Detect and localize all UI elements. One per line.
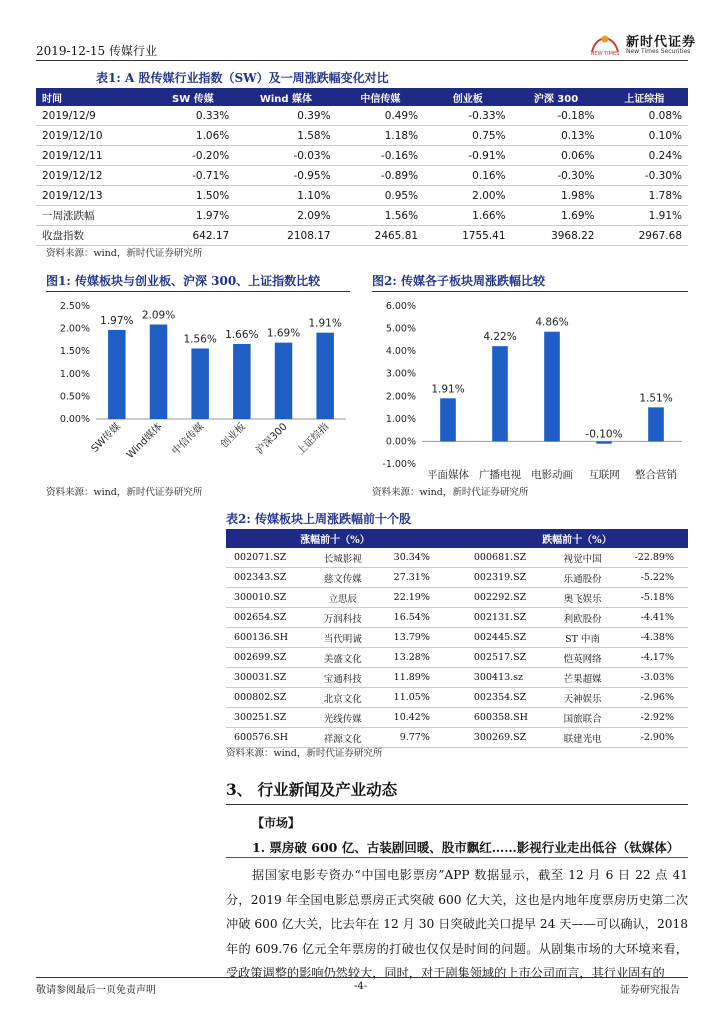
table-row (226, 708, 688, 728)
value-cell: 2967.68 (600, 226, 688, 246)
bar (150, 325, 168, 419)
stock-name: 祥源文化 (313, 728, 373, 748)
x-tick-label: Wind媒体 (124, 421, 165, 462)
row-label-cell: 2019/12/9 (36, 106, 150, 126)
x-tick-label: 广播电视 (479, 469, 521, 481)
table-row (226, 668, 688, 688)
x-tick-label: 沪深300 (254, 421, 290, 457)
value-cell: 2.00% (424, 186, 511, 206)
footer-disclaimer: 敬请参阅最后一页免责声明 (36, 985, 156, 996)
column-gap (444, 548, 466, 568)
x-tick-label: 上证综指 (295, 421, 332, 458)
value-cell: 1.91% (600, 206, 688, 226)
change-pct: 13.28% (373, 648, 444, 668)
value-cell: 1.10% (235, 186, 336, 206)
news-title: 1. 票房破 600 亿、古装剧回暖、股市飘红……影视行业走出低谷（钛媒体） (252, 840, 680, 855)
stock-name: 立思辰 (313, 588, 373, 608)
stock-name: 联建光电 (552, 728, 612, 748)
value-cell: 0.49% (337, 106, 424, 126)
column-gap (444, 628, 466, 648)
company-logo (588, 30, 698, 60)
x-tick-label: 创业板 (218, 421, 248, 451)
y-tick-label: 0.00% (59, 414, 90, 425)
change-pct: -5.22% (613, 568, 688, 588)
stock-code: 002354.SZ (466, 688, 553, 708)
data-label: 1.56% (183, 333, 217, 346)
value-cell: 0.06% (512, 146, 601, 166)
column-gap (444, 708, 466, 728)
bar (648, 407, 664, 441)
data-label: 2.09% (141, 309, 176, 322)
value-cell: -0.30% (600, 166, 688, 186)
gainers-header: 涨幅前十（%） (226, 529, 444, 548)
y-tick-label: 2.50% (59, 301, 90, 312)
stock-code: 002517.SZ (466, 648, 553, 668)
value-cell: 1.69% (512, 206, 601, 226)
table-row (36, 226, 688, 246)
y-tick-label: 2.00% (59, 323, 90, 335)
logo-text-en: New Times Securities (626, 48, 691, 55)
value-cell: 1.58% (235, 126, 336, 146)
stock-name: 宝通科技 (313, 668, 373, 688)
change-pct: 27.31% (373, 568, 444, 588)
value-cell: 1.97% (150, 206, 235, 226)
chart1-title: 图1: 传媒板块与创业板、沪深 300、上证指数比较 (46, 274, 321, 288)
stock-code: 600358.SH (466, 708, 553, 728)
y-tick-label: 1.50% (59, 346, 90, 358)
change-pct: -5.18% (613, 588, 688, 608)
stock-name: 奥飞娱乐 (552, 588, 612, 608)
stock-name: 视觉中国 (552, 548, 612, 568)
stock-name: 天神娱乐 (552, 688, 612, 708)
chart2-title: 图2: 传媒各子板块周涨跌幅比较 (372, 274, 545, 288)
stock-code: 300031.SZ (226, 668, 313, 688)
value-cell: 1.50% (150, 186, 235, 206)
table-row (36, 146, 688, 166)
page-number: -4- (354, 981, 368, 992)
table-row (226, 608, 688, 628)
data-label: 1.51% (639, 392, 673, 405)
stock-code: 002654.SZ (226, 608, 313, 628)
value-cell: -0.30% (512, 166, 601, 186)
stock-code: 300010.SZ (226, 588, 313, 608)
value-cell: 642.17 (150, 226, 235, 246)
value-cell: 1.06% (150, 126, 235, 146)
table2-source: 资料来源：wind，新时代证券研究所 (226, 748, 383, 759)
value-cell: -0.20% (150, 146, 235, 166)
table1-header-cell: 时间 (36, 88, 150, 106)
value-cell: 0.75% (424, 126, 511, 146)
change-pct: -2.92% (613, 708, 688, 728)
table1-header-cell: SW 传媒 (150, 88, 235, 106)
stock-code: 002071.SZ (226, 548, 313, 568)
chart1-bar-chart (46, 294, 356, 474)
stock-code: 300251.SZ (226, 708, 313, 728)
stock-name: 美盛文化 (313, 648, 373, 668)
row-label-cell: 2019/12/13 (36, 186, 150, 206)
index-comparison-table (36, 88, 688, 246)
column-gap (444, 568, 466, 588)
change-pct: 30.34% (373, 548, 444, 568)
stock-name: 慈文传媒 (313, 568, 373, 588)
value-cell: -0.33% (424, 106, 511, 126)
bar (191, 348, 209, 419)
stock-code: 300269.SZ (466, 728, 553, 748)
stock-name: 恺英网络 (552, 648, 612, 668)
table2-caption: 表2: 传媒板块上周涨跌幅前十个股 (226, 512, 411, 526)
section-rule (226, 804, 688, 805)
x-tick-label: 中信传媒 (170, 421, 207, 458)
y-tick-label: 1.00% (59, 368, 90, 380)
change-pct: 11.05% (373, 688, 444, 708)
stock-name: 北京文化 (313, 688, 373, 708)
stock-name: 长城影视 (313, 548, 373, 568)
data-label: 1.97% (100, 314, 134, 327)
change-pct: -4.38% (613, 628, 688, 648)
value-cell: 1.18% (337, 126, 424, 146)
table-row (226, 588, 688, 608)
stock-code: 002445.SZ (466, 628, 553, 648)
table1-header-cell: 上证综指 (600, 88, 688, 106)
table-row (226, 688, 688, 708)
row-label-cell: 2019/12/10 (36, 126, 150, 146)
stock-name: ST 中南 (552, 628, 612, 648)
value-cell: 0.33% (150, 106, 235, 126)
value-cell: 2.09% (235, 206, 336, 226)
stock-name: 光线传媒 (313, 708, 373, 728)
change-pct: -4.17% (613, 648, 688, 668)
column-gap (444, 608, 466, 628)
table-row (226, 648, 688, 668)
table-row (36, 186, 688, 206)
value-cell: 0.24% (600, 146, 688, 166)
column-gap (444, 668, 466, 688)
table1-source: 资料来源：wind，新时代证券研究所 (46, 248, 203, 259)
y-tick-label: 4.00% (385, 346, 416, 358)
y-tick-label: 5.00% (385, 323, 416, 335)
value-cell: 3968.22 (512, 226, 601, 246)
news-title-rule (226, 857, 688, 858)
x-tick-label: 互联网 (588, 469, 620, 481)
stock-code: 002699.SZ (226, 648, 313, 668)
change-pct: 13.79% (373, 628, 444, 648)
row-label-cell: 2019/12/11 (36, 146, 150, 166)
change-pct: -2.96% (613, 688, 688, 708)
y-tick-label: 3.00% (385, 368, 416, 380)
footer-rule (36, 977, 688, 978)
table-row (36, 166, 688, 186)
data-label: 1.69% (266, 327, 301, 340)
svg-text:NEW TIMES: NEW TIMES (590, 51, 620, 57)
value-cell: 2108.17 (235, 226, 336, 246)
change-pct: 11.89% (373, 668, 444, 688)
table-row (36, 206, 688, 226)
column-gap (444, 728, 466, 748)
stock-name: 国旅联合 (552, 708, 612, 728)
value-cell: -0.89% (337, 166, 424, 186)
chart2-source: 资料来源：wind，新时代证券研究所 (372, 487, 529, 498)
row-label-cell: 一周涨跌幅 (36, 206, 150, 226)
stock-name: 乐通股份 (552, 568, 612, 588)
data-label: 1.91% (308, 317, 342, 330)
table1-header-cell: 中信传媒 (337, 88, 424, 106)
stock-code: 002131.SZ (466, 608, 553, 628)
column-gap (444, 648, 466, 668)
value-cell: 0.08% (600, 106, 688, 126)
change-pct: 9.77% (373, 728, 444, 748)
header-date-industry: 2019-12-15 传媒行业 (36, 44, 158, 58)
value-cell: 1.98% (512, 186, 601, 206)
column-gap (444, 688, 466, 708)
value-cell: 0.13% (512, 126, 601, 146)
stock-code: 002343.SZ (226, 568, 313, 588)
change-pct: 10.42% (373, 708, 444, 728)
value-cell: -0.18% (512, 106, 601, 126)
data-label: 4.22% (483, 331, 517, 344)
row-label-cell: 2019/12/12 (36, 166, 150, 186)
stock-name: 利欧股份 (552, 608, 612, 628)
chart1-title-rule (46, 291, 350, 292)
change-pct: -4.41% (613, 608, 688, 628)
change-pct: -22.89% (613, 548, 688, 568)
bar (440, 398, 456, 441)
value-cell: 1.56% (337, 206, 424, 226)
value-cell: -0.03% (235, 146, 336, 166)
table1-header-cell: Wind 媒体 (235, 88, 336, 106)
logo-text-cn: 新时代证券 (626, 35, 697, 50)
stock-code: 600136.SH (226, 628, 313, 648)
x-tick-label: SW传媒 (89, 421, 123, 455)
value-cell: 0.95% (337, 186, 424, 206)
data-label: -0.10% (585, 428, 623, 441)
losers-header: 跌幅前十（%） (466, 529, 688, 548)
footer-report-type: 证券研究报告 (620, 985, 680, 996)
stock-name: 当代明诚 (313, 628, 373, 648)
top-movers-table (226, 529, 688, 748)
stock-name: 万润科技 (313, 608, 373, 628)
value-cell: 0.39% (235, 106, 336, 126)
value-cell: 1755.41 (424, 226, 511, 246)
bar (108, 330, 126, 419)
data-label: 4.86% (535, 316, 569, 329)
value-cell: 2465.81 (337, 226, 424, 246)
bar (233, 344, 251, 419)
change-pct: -3.03% (613, 668, 688, 688)
chart2-title-rule (372, 291, 688, 292)
x-tick-label: 电影动画 (531, 469, 573, 481)
bar (316, 333, 334, 419)
table-row (36, 106, 688, 126)
data-label: 1.66% (225, 328, 259, 341)
stock-code: 000802.SZ (226, 688, 313, 708)
x-tick-label: 整合营销 (635, 469, 677, 481)
table-row (226, 548, 688, 568)
y-tick-label: 0.00% (385, 436, 416, 448)
value-cell: -0.95% (235, 166, 336, 186)
value-cell: -0.16% (337, 146, 424, 166)
change-pct: 16.54% (373, 608, 444, 628)
change-pct: -2.90% (613, 728, 688, 748)
change-pct: 22.19% (373, 588, 444, 608)
stock-code: 600576.SH (226, 728, 313, 748)
bar (492, 346, 508, 441)
table-row (226, 568, 688, 588)
value-cell: 0.16% (424, 166, 511, 186)
table1-caption: 表1: A 股传媒行业指数（SW）及一周涨跌幅变化对比 (96, 71, 389, 85)
table1-header-cell: 创业板 (424, 88, 511, 106)
table-row (226, 628, 688, 648)
stock-code: 002292.SZ (466, 588, 553, 608)
y-tick-label: 2.00% (385, 391, 416, 403)
bar (544, 332, 560, 442)
stock-code: 002319.SZ (466, 568, 553, 588)
value-cell: 0.10% (600, 126, 688, 146)
market-subheading: 【市场】 (252, 816, 301, 830)
value-cell: 1.78% (600, 186, 688, 206)
stock-code: 300413.sz (466, 668, 553, 688)
row-label-cell: 收盘指数 (36, 226, 150, 246)
bar (596, 441, 612, 443)
news-paragraph: 据国家电影专资办“中国电影票房”APP 数据显示，截至 12 月 6 日 22 点 41 分，2019 年全国电影总票房正式突破 600 亿大关，这也是内地年度票房历史第二次冲破 600 亿大关，比去年在 12 月 30 日突破此关口提早 24 天——可以确认，2018 年的 609.76 亿元全年票房的打破也仅仅是时间的问题。从剧集市场的大环境来看，受政策调整的影响仍然较大，同时，对于剧集领域的上市公司而言，其行业固有的 (226, 868, 688, 980)
chart1-source: 资料来源：wind，新时代证券研究所 (46, 487, 203, 498)
table1-header-cell: 沪深 300 (512, 88, 601, 106)
y-tick-label: 0.50% (59, 391, 90, 403)
y-tick-label: -1.00% (382, 459, 416, 470)
logo-emblem-icon (588, 30, 622, 58)
data-label: 1.91% (431, 383, 465, 396)
y-tick-label: 6.00% (385, 301, 416, 312)
chart2-bar-chart (372, 294, 688, 481)
bar (275, 343, 293, 419)
x-tick-label: 平面媒体 (427, 469, 469, 481)
header-rule (36, 60, 688, 61)
value-cell: -0.91% (424, 146, 511, 166)
section-heading: 3、 行业新闻及产业动态 (226, 780, 398, 799)
column-gap (444, 588, 466, 608)
value-cell: -0.71% (150, 166, 235, 186)
stock-code: 000681.SZ (466, 548, 553, 568)
table-row (36, 126, 688, 146)
value-cell: 1.66% (424, 206, 511, 226)
stock-name: 芒果超媒 (552, 668, 612, 688)
y-tick-label: 1.00% (385, 413, 416, 425)
